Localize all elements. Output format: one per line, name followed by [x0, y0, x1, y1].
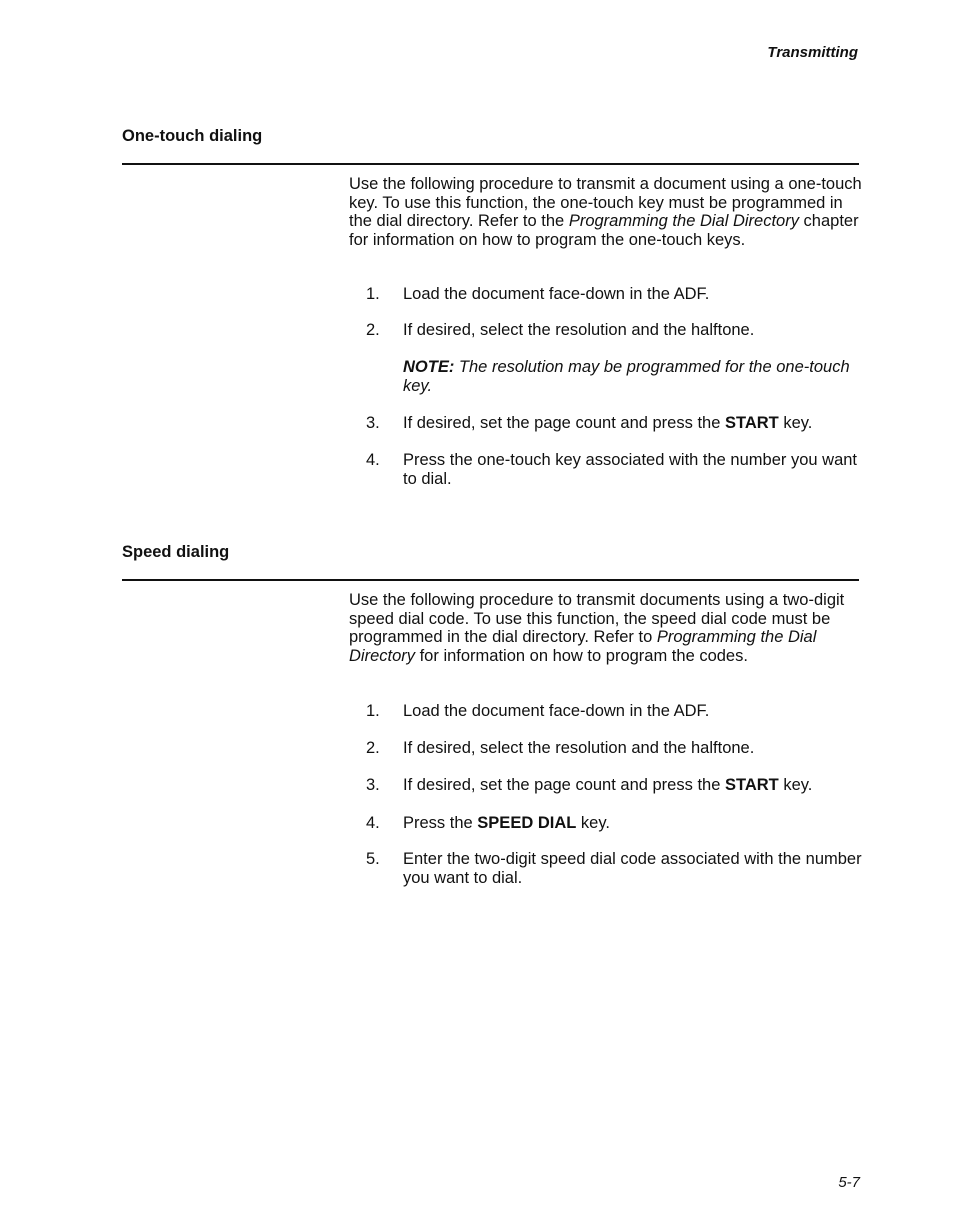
- section-intro: [349, 175, 869, 249]
- page-number: 5-7: [838, 1174, 860, 1191]
- step-text: Press the SPEED DIAL key.: [403, 814, 610, 832]
- intro-reference: Programming the Dial Directory: [568, 212, 799, 231]
- note: [403, 358, 863, 396]
- note-label: NOTE:: [403, 358, 455, 376]
- intro-reference: Programming the Dial Directory: [349, 628, 817, 665]
- step-text: Press the one-touch key associated with the number you want to dial.: [403, 451, 857, 488]
- section-intro: [349, 591, 869, 665]
- step-text: If desired, set the page count and press the START key.: [403, 414, 813, 432]
- step-number: 1.: [366, 702, 380, 720]
- step-number: 3.: [366, 776, 380, 794]
- step-number: 3.: [366, 414, 380, 432]
- step-number: 2.: [366, 321, 380, 339]
- step-text: Enter the two-digit speed dial code associated with the number you want to dial.: [403, 850, 862, 887]
- running-header: Transmitting: [767, 44, 858, 61]
- step-text: If desired, set the page count and press the START key.: [403, 776, 813, 794]
- section-divider: [122, 579, 859, 581]
- intro-text: chapter for information on how to program the one-touch keys.: [349, 212, 859, 249]
- step-text: If desired, select the resolution and the halftone.: [403, 739, 755, 757]
- step-number: 4.: [366, 451, 380, 469]
- step-number: 2.: [366, 739, 380, 757]
- step-number: 5.: [366, 850, 380, 868]
- step-text: Load the document face-down in the ADF.: [403, 702, 710, 720]
- section-title-speed-dialing: Speed dialing: [122, 543, 230, 561]
- key-name: SPEED DIAL: [477, 814, 577, 832]
- step-number: 4.: [366, 814, 380, 832]
- step-number: 1.: [366, 285, 380, 303]
- key-name: START: [724, 776, 779, 794]
- step-text: Load the document face-down in the ADF.: [403, 285, 710, 303]
- intro-text: Use the following procedure to transmit a document using a one-touch key. To use this function, the one-touch key must be programmed in the dial directory. Refer to the: [349, 175, 862, 231]
- intro-text: Use the following procedure to transmit documents using a two-digit speed dial code. To use this function, the speed dial code must be programmed in the dial directory. Refer to: [349, 591, 845, 647]
- step-text: If desired, select the resolution and the halftone.: [403, 321, 755, 339]
- key-name: START: [724, 414, 779, 432]
- section-divider: [122, 163, 859, 165]
- note-text: The resolution may be programmed for the one-touch key.: [403, 358, 850, 395]
- section-title-one-touch: One-touch dialing: [122, 127, 263, 145]
- intro-text: for information on how to program the codes.: [415, 646, 748, 665]
